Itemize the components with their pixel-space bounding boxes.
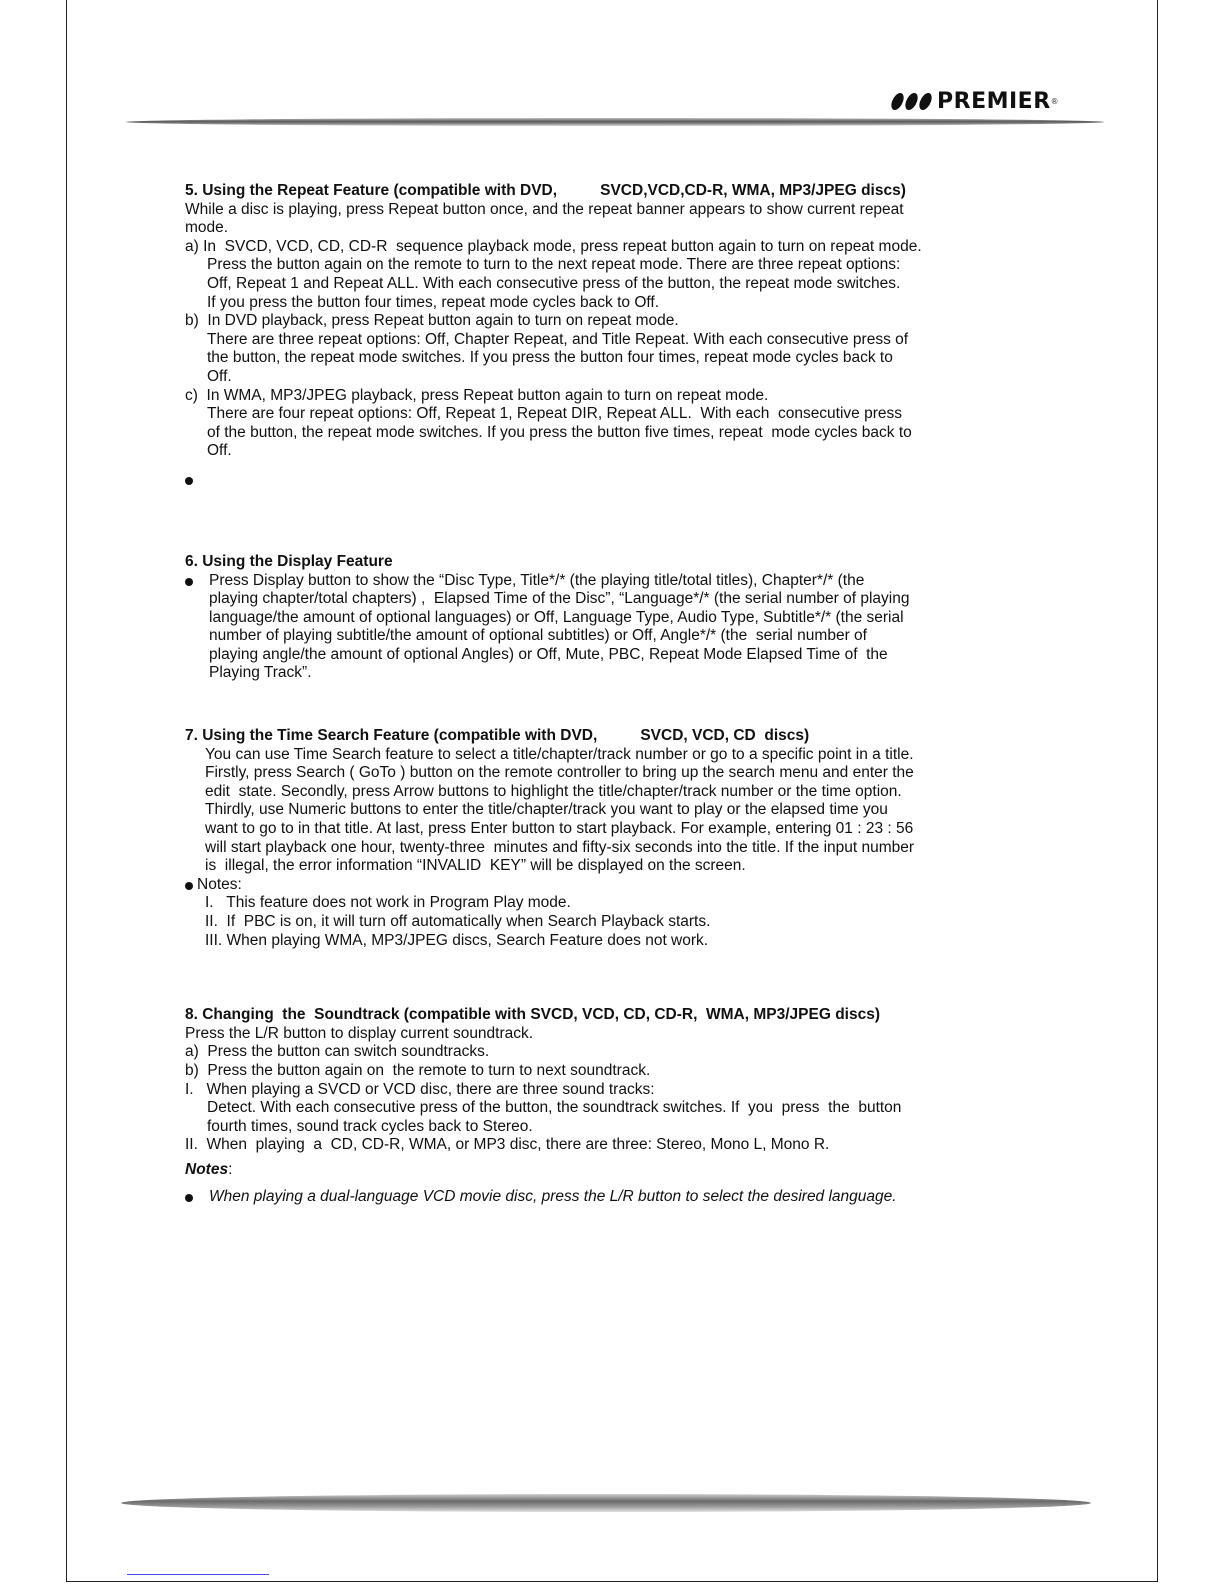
text-line: of the button, the repeat mode switches. If you press the button five times, repeat mode cycles back to: [207, 423, 912, 441]
section-title: 7. Using the Time Search Feature (compatible with DVD, SVCD, VCD, CD discs): [185, 727, 810, 745]
text-line: playing angle/the amount of optional Angles) or Off, Mute, PBC, Repeat Mode Elapsed Time of the: [209, 645, 888, 663]
text-line: You can use Time Search feature to select a title/chapter/track number or go to a specific point in a title.: [205, 745, 914, 763]
text-line: I. When playing a SVCD or VCD disc, there are three sound tracks:: [185, 1080, 655, 1098]
text-line: Thirdly, use Numeric buttons to enter the title/chapter/track you want to play or the elapsed time you: [205, 801, 888, 819]
registered-mark: ®: [1051, 96, 1058, 106]
list-item: [185, 572, 1055, 684]
text-line: There are three repeat options: Off, Chapter Repeat, and Title Repeat. With each consecutive press of: [207, 330, 909, 348]
text-line: is illegal, the error information “INVALID KEY” will be displayed on the screen.: [205, 857, 746, 875]
document-body: [185, 182, 1055, 1206]
text-line: will start playback one hour, twenty-three minutes and fifty-six seconds into the title. If the input number: [205, 838, 915, 856]
text-line: b) In DVD playback, press Repeat button again to turn on repeat mode.: [185, 312, 679, 330]
text-line: number of playing subtitle/the amount of optional subtitles) or Off, Angle*/* (the serial number of: [209, 627, 867, 645]
section-repeat: [185, 182, 1055, 485]
note-text: When playing a dual-language VCD movie disc, press the L/R button to select the desired language.: [209, 1187, 897, 1205]
header-rule: [126, 118, 1104, 126]
text-line: c) In WMA, MP3/JPEG playback, press Repeat button again to turn on repeat mode.: [185, 386, 769, 404]
brand-logo: [892, 87, 1058, 115]
text-line: II. When playing a CD, CD-R, WMA, or MP3 disc, there are three: Stereo, Mono L, Mono R.: [185, 1136, 830, 1154]
text-line: a) In SVCD, VCD, CD, CD-R sequence playback mode, press repeat button again to turn on repeat mode.: [185, 237, 922, 255]
text-line: language/the amount of optional languages) or Off, Language Type, Audio Type, Subtitle*/* (the serial: [209, 608, 904, 626]
text-line: Off.: [207, 442, 232, 460]
section-title: 5. Using the Repeat Feature (compatible with DVD, SVCD,VCD,CD-R, WMA, MP3/JPEG discs): [185, 182, 906, 199]
text-line: There are four repeat options: Off, Repeat 1, Repeat DIR, Repeat ALL. With each consecutive press: [207, 405, 903, 423]
notes-label-text: Notes: [185, 1160, 229, 1178]
footer-link-underline: [127, 1574, 269, 1575]
empty-bullet: [185, 471, 1055, 485]
list-item: [185, 1188, 1055, 1207]
text-line: Off, Repeat 1 and Repeat ALL. With each consecutive press of the button, the repeat mode switches.: [207, 274, 901, 292]
notes-label: [185, 1161, 1055, 1180]
bullet-icon: [185, 578, 193, 586]
text-line: the button, the repeat mode switches. If you press the button four times, repeat mode cycles back to: [207, 349, 893, 367]
note-item: I. This feature does not work in Program Play mode.: [205, 894, 571, 912]
brand-name: PREMIER: [937, 88, 1051, 114]
bullet-icon: [185, 1194, 193, 1202]
text-line: want to go to in that title. At last, press Enter button to start playback. For example, entering 01 : 23 : 56: [205, 820, 914, 838]
text-line: Firstly, press Search ( GoTo ) button on the remote controller to bring up the search menu and enter the: [205, 764, 914, 782]
text-line: mode.: [185, 219, 229, 237]
section-time-search: [185, 727, 1055, 950]
section-display: [185, 553, 1055, 683]
text-line: a) Press the button can switch soundtracks.: [185, 1043, 490, 1061]
notes-colon: :: [228, 1160, 233, 1178]
text-line: Press the button again on the remote to turn to the next repeat mode. There are three repeat options:: [207, 256, 901, 274]
text-line: playing chapter/total chapters) , Elapsed Time of the Disc”, “Language*/* (the serial number of playing: [209, 590, 910, 608]
note-item: II. If PBC is on, it will turn off automatically when Search Playback starts.: [205, 913, 711, 930]
text-line: While a disc is playing, press Repeat button once, and the repeat banner appears to show current repeat: [185, 200, 904, 218]
text-line: Press the L/R button to display current soundtrack.: [185, 1024, 534, 1042]
text-line: edit state. Secondly, press Arrow buttons to highlight the title/chapter/track number or the time option.: [205, 782, 902, 800]
text-line: fourth times, sound track cycles back to Stereo.: [207, 1117, 533, 1135]
notes-header: [185, 876, 1055, 895]
footer-rule: [121, 1494, 1091, 1512]
section-soundtrack: [185, 1006, 1055, 1206]
bullet-icon: [185, 477, 193, 485]
section-title: 8. Changing the Soundtrack (compatible with SVCD, VCD, CD, CD-R, WMA, MP3/JPEG discs): [185, 1006, 880, 1024]
text-line: Playing Track”.: [209, 664, 312, 682]
text-line: Press Display button to show the “Disc Type, Title*/* (the playing title/total titles), Chapter*/* (the: [209, 571, 865, 589]
text-line: b) Press the button again on the remote to turn to next soundtrack.: [185, 1061, 651, 1079]
text-line: If you press the button four times, repeat mode cycles back to Off.: [207, 293, 660, 311]
bullet-icon: [185, 882, 193, 890]
text-line: Off.: [207, 367, 232, 385]
note-item: III. When playing WMA, MP3/JPEG discs, Search Feature does not work.: [205, 931, 709, 949]
logo-dots-icon: [892, 93, 931, 110]
text-line: Detect. With each consecutive press of the button, the soundtrack switches. If you press the button: [207, 1099, 902, 1117]
notes-label: Notes:: [197, 875, 242, 893]
section-title: 6. Using the Display Feature: [185, 552, 393, 570]
